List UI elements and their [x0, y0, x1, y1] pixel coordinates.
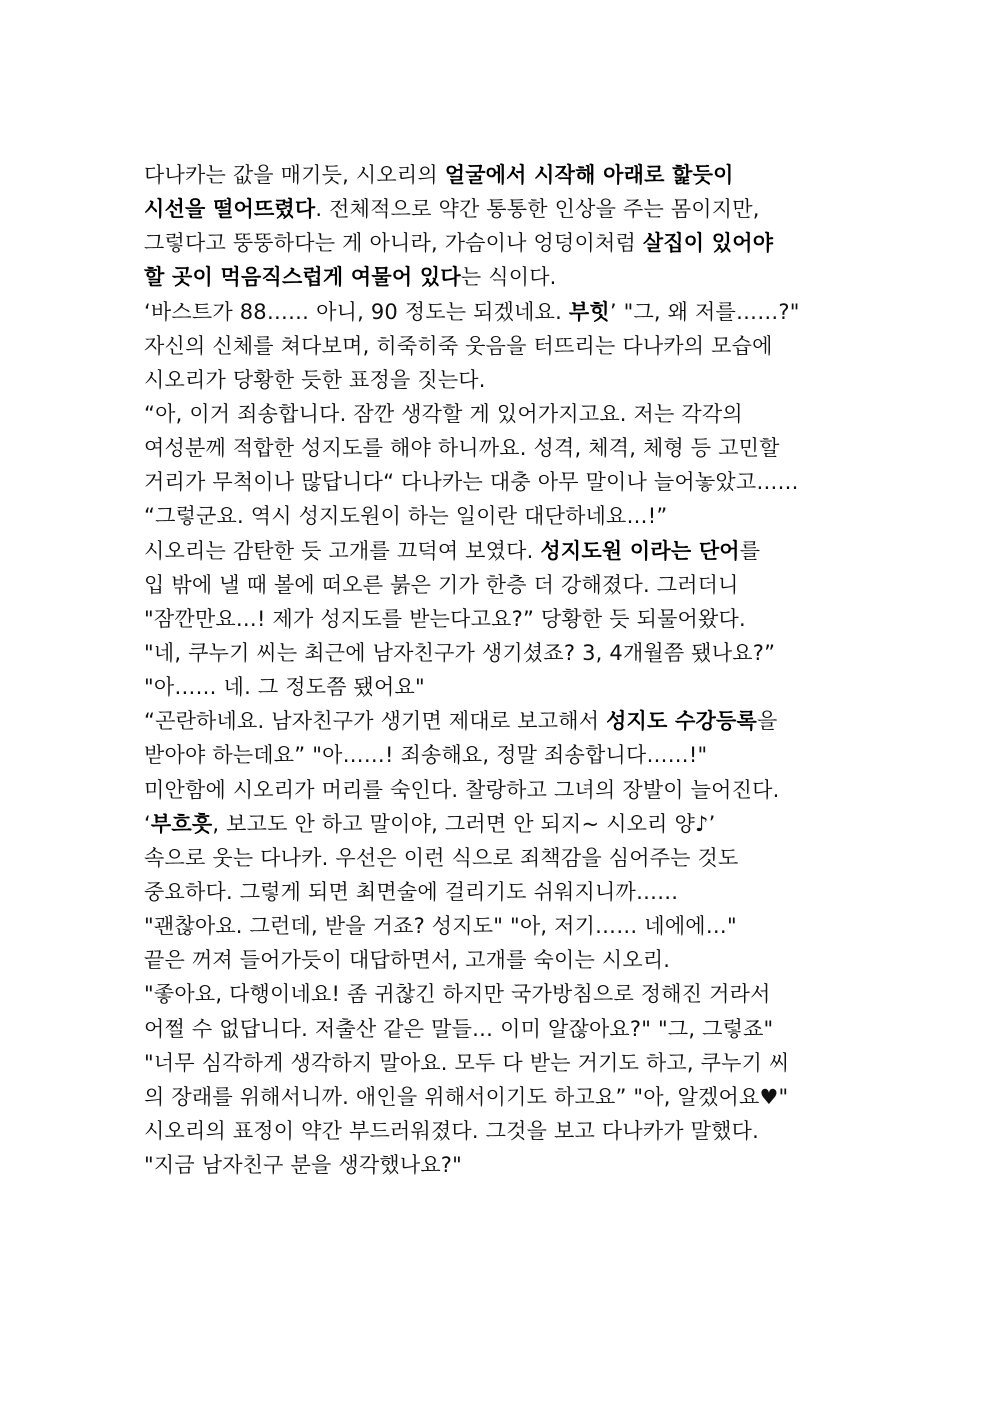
- emphasized-text: 살집이 있어야: [642, 231, 774, 256]
- text-segment: 여성분께 적합한 성지도를 해야 하니까요. 성격, 체격, 체형 등 고민할: [144, 436, 780, 461]
- text-line: [144, 841, 864, 875]
- text-line: [144, 295, 864, 329]
- text-line: [144, 670, 864, 704]
- text-segment: 중요하다. 그렇게 되면 최면술에 걸리기도 쉬워지니까……: [144, 879, 679, 904]
- text-segment: 끝은 꺼져 들어가듯이 대답하면서, 고개를 숙이는 시오리.: [144, 948, 671, 973]
- text-segment: 의 장래를 위해서니까. 애인을 위해서이기도 하고요” "아, 알겠어요♥": [144, 1084, 789, 1109]
- text-segment: 시오리는 감탄한 듯 고개를 끄덕여 보였다.: [144, 538, 541, 563]
- text-line: [144, 431, 864, 465]
- text-segment: "네, 쿠누기 씨는 최근에 남자친구가 생기셨죠? 3, 4개월쯤 됐나요?”: [144, 640, 776, 665]
- text-line: [144, 704, 864, 738]
- text-segment: 미안함에 시오리가 머리를 숙인다. 찰랑하고 그녀의 장발이 늘어진다.: [144, 777, 780, 802]
- text-segment: “아, 이거 죄송합니다. 잠깐 생각할 게 있어가지고요. 저는 각각의: [144, 401, 743, 426]
- text-line: [144, 977, 864, 1011]
- text-line: [144, 260, 864, 294]
- text-segment: 시오리의 표정이 약간 부드러워졌다. 그것을 보고 다나카가 말했다.: [144, 1118, 759, 1143]
- emphasized-text: 성지도원 이라는 단어: [540, 538, 740, 563]
- text-segment: "지금 남자친구 분을 생각했나요?": [144, 1153, 463, 1178]
- text-segment: 을: [756, 709, 778, 734]
- emphasized-text: 부힛: [568, 299, 610, 324]
- text-line: [144, 943, 864, 977]
- text-segment: “곤란하네요. 남자친구가 생기면 제대로 보고해서: [144, 709, 607, 734]
- text-segment: 시오리가 당황한 듯한 표정을 짓는다.: [144, 367, 486, 392]
- text-segment: ’ "그, 왜 저를……?": [609, 299, 800, 324]
- text-line: [144, 363, 864, 397]
- text-line: [144, 636, 864, 670]
- text-segment: "괜찮아요. 그런데, 받을 거죠? 성지도" "아, 저기…… 네에에…": [144, 914, 737, 939]
- text-line: [144, 329, 864, 363]
- text-segment: ‘: [144, 811, 151, 836]
- text-line: [144, 773, 864, 807]
- text-line: [144, 1012, 864, 1046]
- text-line: [144, 738, 864, 772]
- text-segment: "아…… 네. 그 정도쯤 됐어요": [144, 675, 425, 700]
- text-line: [144, 534, 864, 568]
- text-line: [144, 397, 864, 431]
- text-line: [144, 158, 864, 192]
- story-text: [144, 158, 864, 1182]
- text-line: [144, 1080, 864, 1114]
- text-line: [144, 909, 864, 943]
- emphasized-text: 할 곳이 먹음직스럽게 여물어 있다: [144, 265, 461, 290]
- text-segment: 받아야 하는데요” "아……! 죄송해요, 정말 죄송합니다……!": [144, 743, 708, 768]
- text-segment: 는 식이다.: [460, 265, 557, 290]
- text-segment: "잠깐만요…! 제가 성지도를 받는다고요?” 당황한 듯 되물어왔다.: [144, 606, 746, 631]
- text-segment: . 전체적으로 약간 통통한 인상을 주는 몸이지만,: [315, 197, 760, 222]
- text-line: [144, 226, 864, 260]
- text-line: [144, 602, 864, 636]
- text-segment: "너무 심각하게 생각하지 말아요. 모두 다 받는 거기도 하고, 쿠누기 씨: [144, 1050, 790, 1075]
- text-line: [144, 875, 864, 909]
- text-line: [144, 465, 864, 499]
- text-segment: , 보고도 안 하고 말이야, 그러면 안 되지~ 시오리 양♪’: [212, 811, 716, 836]
- text-segment: 어쩔 수 없답니다. 저출산 같은 말들… 이미 알잖아요?" "그, 그렇죠": [144, 1016, 774, 1041]
- text-segment: 다나카는 값을 매기듯, 시오리의: [144, 163, 445, 187]
- text-segment: 그렇다고 뚱뚱하다는 게 아니라, 가슴이나 엉덩이처럼: [144, 231, 643, 256]
- text-line: [144, 568, 864, 602]
- text-segment: 자신의 신체를 쳐다보며, 히죽히죽 웃음을 터뜨리는 다나카의 모습에: [144, 333, 773, 358]
- text-line: [144, 807, 864, 841]
- emphasized-text: 얼굴에서 시작해 아래로 핥듯이: [444, 163, 734, 187]
- text-segment: 를: [739, 538, 761, 563]
- emphasized-text: 성지도 수강등록: [606, 709, 757, 734]
- text-segment: "좋아요, 다행이네요! 좀 귀찮긴 하지만 국가방침으로 정해진 거라서: [144, 982, 771, 1007]
- emphasized-text: 시선을 떨어뜨렸다: [144, 197, 316, 222]
- emphasized-text: 부흐흣: [150, 811, 213, 836]
- text-segment: 거리가 무척이나 많답니다“ 다나카는 대충 아무 말이나 늘어놓았고……: [144, 470, 799, 495]
- text-line: [144, 499, 864, 533]
- text-line: [144, 1046, 864, 1080]
- text-segment: 속으로 웃는 다나카. 우선은 이런 식으로 죄책감을 심어주는 것도: [144, 845, 739, 870]
- text-line: [144, 192, 864, 226]
- text-line: [144, 1148, 864, 1182]
- text-segment: ‘바스트가 88…… 아니, 90 정도는 되겠네요.: [144, 299, 569, 324]
- text-segment: “그렇군요. 역시 성지도원이 하는 일이란 대단하네요…!”: [144, 504, 668, 529]
- text-segment: 입 밖에 낼 때 볼에 떠오른 붉은 기가 한층 더 강해졌다. 그러더니: [144, 572, 739, 597]
- text-line: [144, 1114, 864, 1148]
